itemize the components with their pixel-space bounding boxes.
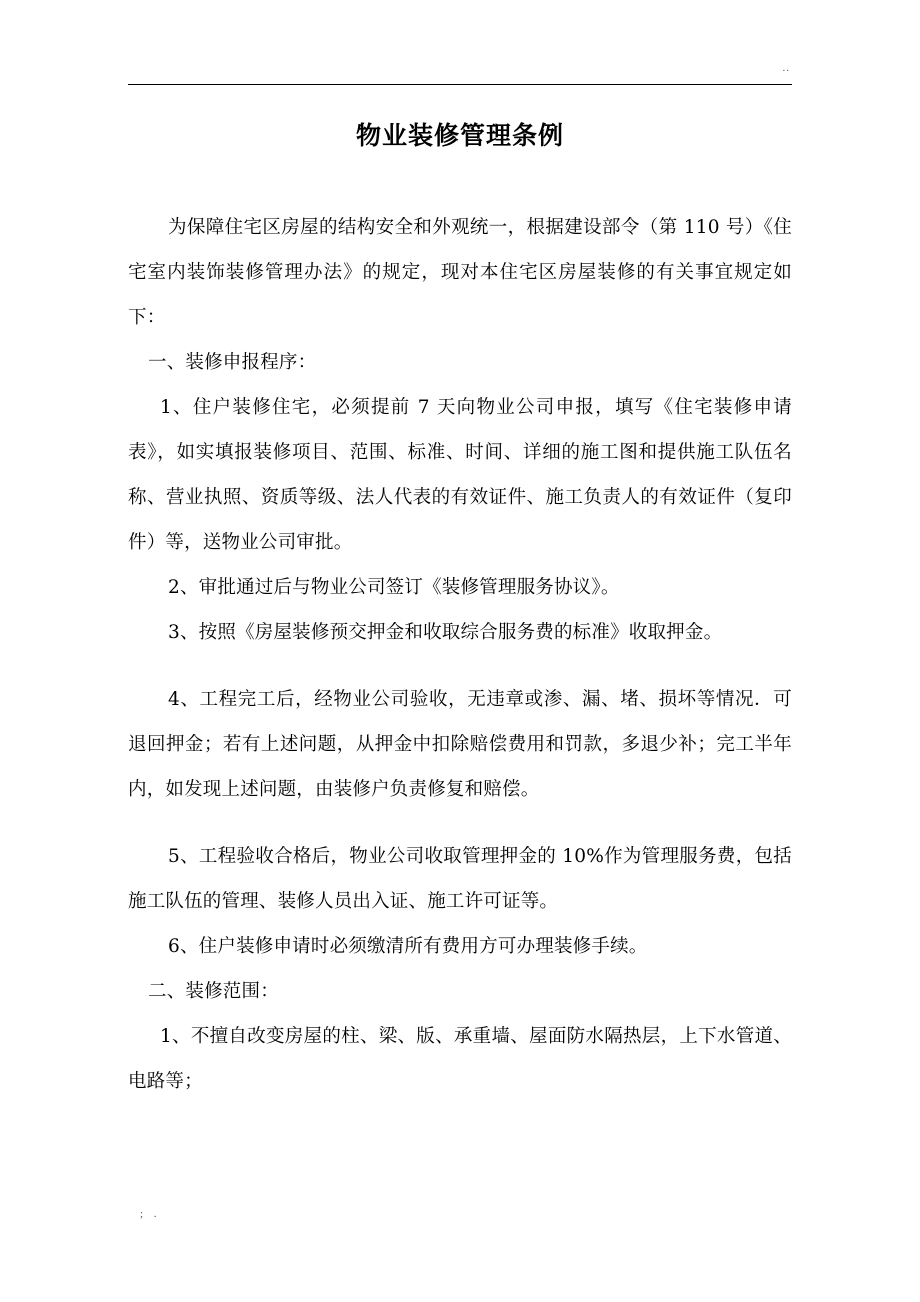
paragraph-intro: 为保障住宅区房屋的结构安全和外观统一，根据建设部令（第 110 号）《住宅室内装饰装修管理办法》的规定，现对本住宅区房屋装修的有关事宜规定如下： [128,217,792,328]
paragraph-item-1-5: 5、工程验收合格后，物业公司收取管理押金的 10%作为管理服务费，包括施工队伍的管理、装修人员出入证、施工许可证等。 [128,846,792,912]
paragraph-item-1-6: 6、住户装修申请时必须缴清所有费用方可办理装修手续。 [168,936,648,957]
header-note: .. [782,62,790,74]
heading-section-1: 一、装修申报程序： [148,352,317,373]
paragraph-item-1-4: 4、工程完工后，经物业公司验收，无违章或渗、漏、堵、损坏等情况．可退回押金；若有上述问题，从押金中扣除赔偿费用和罚款，多退少补；完工半年内，如发现上述问题，由装修户负责修复和赔偿。 [128,689,792,800]
footer-note: ; . [140,1208,161,1220]
heading-section-2: 二、装修范围： [148,981,279,1002]
paragraph-item-1-2: 2、审批通过后与物业公司签订《装修管理服务协议》。 [168,577,620,598]
paragraph-item-1-3: 3、按照《房屋装修预交押金和收取综合服务费的标准》收取押金。 [168,622,723,643]
paragraph-gap-2 [128,812,792,834]
paragraph-item-1-1: 1、住户装修住宅，必须提前 7 天向物业公司申报，填写《住宅装修申请表》，如实填报装修项目、范围、标准、时间、详细的施工图和提供施工队伍名称、营业执照、资质等级、法人代表的有效证件、施工负责人的有效证件（复印件）等，送物业公司审批。 [128,397,792,553]
header-divider [128,84,792,85]
title-spacer [128,153,792,205]
document-body [128,110,792,1104]
page-title: 物业装修管理条例 [355,121,564,150]
paragraph-item-2-1: 1、不擅自改变房屋的柱、梁、版、承重墙、屋面防水隔热层，上下水管道、电路等； [128,1026,792,1092]
paragraph-gap-1 [128,655,792,677]
